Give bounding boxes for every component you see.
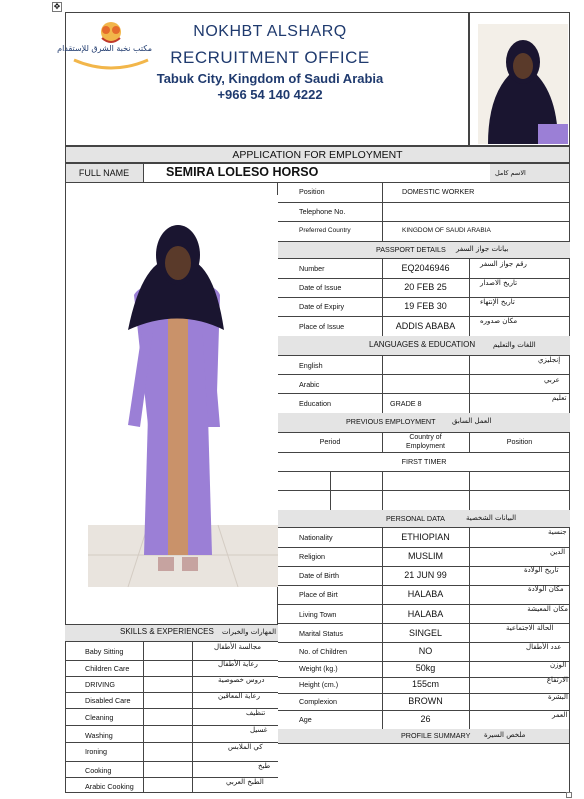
passport-number-value: EQ2046946: [401, 263, 450, 273]
skill-ironing-ar: كي الملابس: [228, 743, 263, 751]
skill-arabic-cooking: Arabic Cooking: [85, 782, 134, 791]
profile-photo-small: [478, 24, 568, 144]
height-value: 155cm: [411, 679, 439, 689]
table-resize-handle[interactable]: [566, 792, 572, 798]
skill-driving: DRIVING: [85, 680, 115, 689]
preferred-country-value: KINGDOM OF SAUDI ARABIA: [402, 227, 491, 234]
full-name-label-ar: الاسم كامل: [495, 169, 526, 177]
application-title: APPLICATION FOR EMPLOYMENT: [232, 149, 403, 161]
children-label: No. of Children: [299, 647, 347, 656]
skill-children-care: Children Care: [85, 664, 130, 673]
place-of-birth-ar: مكان الولادة: [528, 585, 564, 593]
previous-employment-title-ar: العمل السابق: [452, 417, 492, 425]
passport-title-ar: بيانات جواز السفر: [456, 245, 509, 253]
nationality-ar: جنسية: [548, 528, 567, 536]
position-label: Position: [299, 187, 325, 196]
date-of-expiry-value: 19 FEB 30: [404, 301, 447, 311]
education-label: Education: [299, 399, 331, 408]
marital-status-label: Marital Status: [299, 629, 343, 638]
complexion-value: BROWN: [408, 696, 443, 706]
col-position: Position: [506, 437, 533, 446]
profile-summary-title: PROFILE SUMMARY: [401, 731, 471, 740]
languages-title: LANGUAGES & EDUCATION: [369, 340, 476, 349]
education-value: GRADE 8: [390, 399, 422, 408]
passport-number-label: Number: [299, 264, 325, 273]
living-town-ar: مكان المعيشة: [527, 605, 568, 613]
profile-summary-title-ar: ملخص السيرة: [484, 731, 526, 739]
skill-driving-ar: دروس خصوصية: [218, 676, 265, 684]
children-ar: عدد الأطفال: [526, 643, 562, 651]
full-name-label: FULL NAME: [78, 168, 130, 178]
company-name: NOKHBT ALSHARQ: [193, 23, 347, 40]
place-of-birth-label: Place of Birt: [299, 590, 338, 599]
full-name-value: SEMIRA LOLESO HORSO: [166, 165, 319, 179]
complexion-label: Complexion: [299, 697, 337, 706]
arabic-ar: عربي: [544, 376, 560, 384]
age-label: Age: [299, 715, 312, 724]
nationality-label: Nationality: [299, 533, 333, 542]
skill-disabled-care: Disabled Care: [85, 696, 131, 705]
education-ar: تعليم: [552, 394, 567, 402]
col-period: Period: [319, 437, 341, 446]
place-of-birth-value: HALABA: [407, 589, 444, 599]
preferred-country-label: Preferred Country: [299, 227, 351, 234]
complexion-ar: البشرة: [548, 693, 568, 701]
skill-cleaning: Cleaning: [85, 713, 114, 722]
passport-title: PASSPORT DETAILS: [376, 245, 446, 254]
table-move-handle[interactable]: ✥: [53, 2, 61, 11]
english-label: English: [299, 361, 323, 370]
marital-status-value: SINGEL: [408, 628, 442, 638]
personal-data-title-ar: البيانات الشخصية: [466, 514, 517, 522]
height-label: Height (cm.): [299, 680, 339, 689]
place-of-issue-label: Place of Issue: [299, 322, 345, 331]
skill-ironing: Ironing: [85, 747, 107, 756]
nationality-value: ETHIOPIAN: [401, 532, 450, 542]
weight-ar: الوزن: [550, 661, 567, 669]
date-of-expiry-label: Date of Expiry: [299, 302, 345, 311]
religion-value: MUSLIM: [407, 551, 443, 561]
height-ar: الارتفاع: [546, 676, 568, 684]
date-of-issue-ar: تاريخ الاصدار: [480, 279, 518, 287]
weight-label: Weight (kg.): [299, 664, 338, 673]
personal-data-title: PERSONAL DATA: [386, 514, 445, 523]
previous-employment-title: PREVIOUS EMPLOYMENT: [346, 417, 436, 426]
col-country-line2: Employment: [406, 443, 445, 450]
skill-cooking: Cooking: [85, 766, 112, 775]
place-of-issue-ar: مكان صدوره: [480, 317, 518, 325]
date-of-issue-label: Date of Issue: [299, 283, 342, 292]
date-of-birth-value: 21 JUN 99: [404, 570, 447, 580]
logo-arabic-text: مكتب نخبة الشرق للإستقدام: [57, 44, 152, 53]
skill-washing: Washing: [85, 731, 113, 740]
age-value: 26: [420, 714, 431, 724]
living-town-value: HALABA: [407, 609, 444, 619]
skill-baby-sitting: Baby Sitting: [85, 647, 124, 656]
date-of-expiry-ar: تاريخ الإنتهاء: [480, 298, 515, 306]
date-of-issue-value: 20 FEB 25: [404, 282, 447, 292]
skill-arabic-cooking-ar: الطبخ العربي: [226, 778, 264, 786]
religion-ar: الدين: [550, 548, 566, 556]
skills-title: SKILLS & EXPERIENCES: [120, 627, 214, 636]
office-name: RECRUITMENT OFFICE: [170, 48, 370, 67]
passport-number-ar: رقم جواز السفر: [480, 260, 527, 268]
children-value: NO: [418, 646, 433, 656]
skill-children-care-ar: رعاية الأطفال: [218, 660, 258, 668]
office-phone: +966 54 140 4222: [217, 87, 323, 102]
first-timer-note: FIRST TIMER: [401, 457, 447, 466]
skill-cooking-ar: طبخ: [258, 762, 271, 770]
date-of-birth-label: Date of Birth: [299, 571, 339, 580]
weight-value: 50kg: [415, 663, 436, 673]
languages-title-ar: اللغات والتعليم: [493, 341, 536, 349]
position-value: DOMESTIC WORKER: [402, 187, 475, 196]
religion-label: Religion: [299, 552, 325, 561]
telephone-label: Telephone No.: [299, 207, 346, 216]
col-country-line1: Country of: [409, 434, 442, 441]
skill-cleaning-ar: تنظيف: [246, 709, 266, 717]
marital-status-ar: الحالة الاجتماعية: [506, 624, 554, 632]
skills-title-ar: المهارات والخبرات: [222, 628, 277, 636]
english-ar: إنجليزي: [538, 356, 561, 364]
arabic-label: Arabic: [299, 380, 320, 389]
office-city: Tabuk City, Kingdom of Saudi Arabia: [156, 71, 384, 86]
date-of-birth-ar: تاريخ الولادة: [524, 566, 559, 574]
skill-washing-ar: غسيل: [250, 726, 268, 734]
full-body-photo: [88, 195, 278, 587]
place-of-issue-value: ADDIS ABABA: [395, 321, 456, 331]
skill-baby-sitting-ar: مجالسة الأطفال: [214, 643, 262, 651]
skill-disabled-care-ar: رعاية المعاقين: [218, 692, 261, 700]
age-ar: العمر: [552, 711, 568, 719]
living-town-label: Living Town: [299, 610, 337, 619]
